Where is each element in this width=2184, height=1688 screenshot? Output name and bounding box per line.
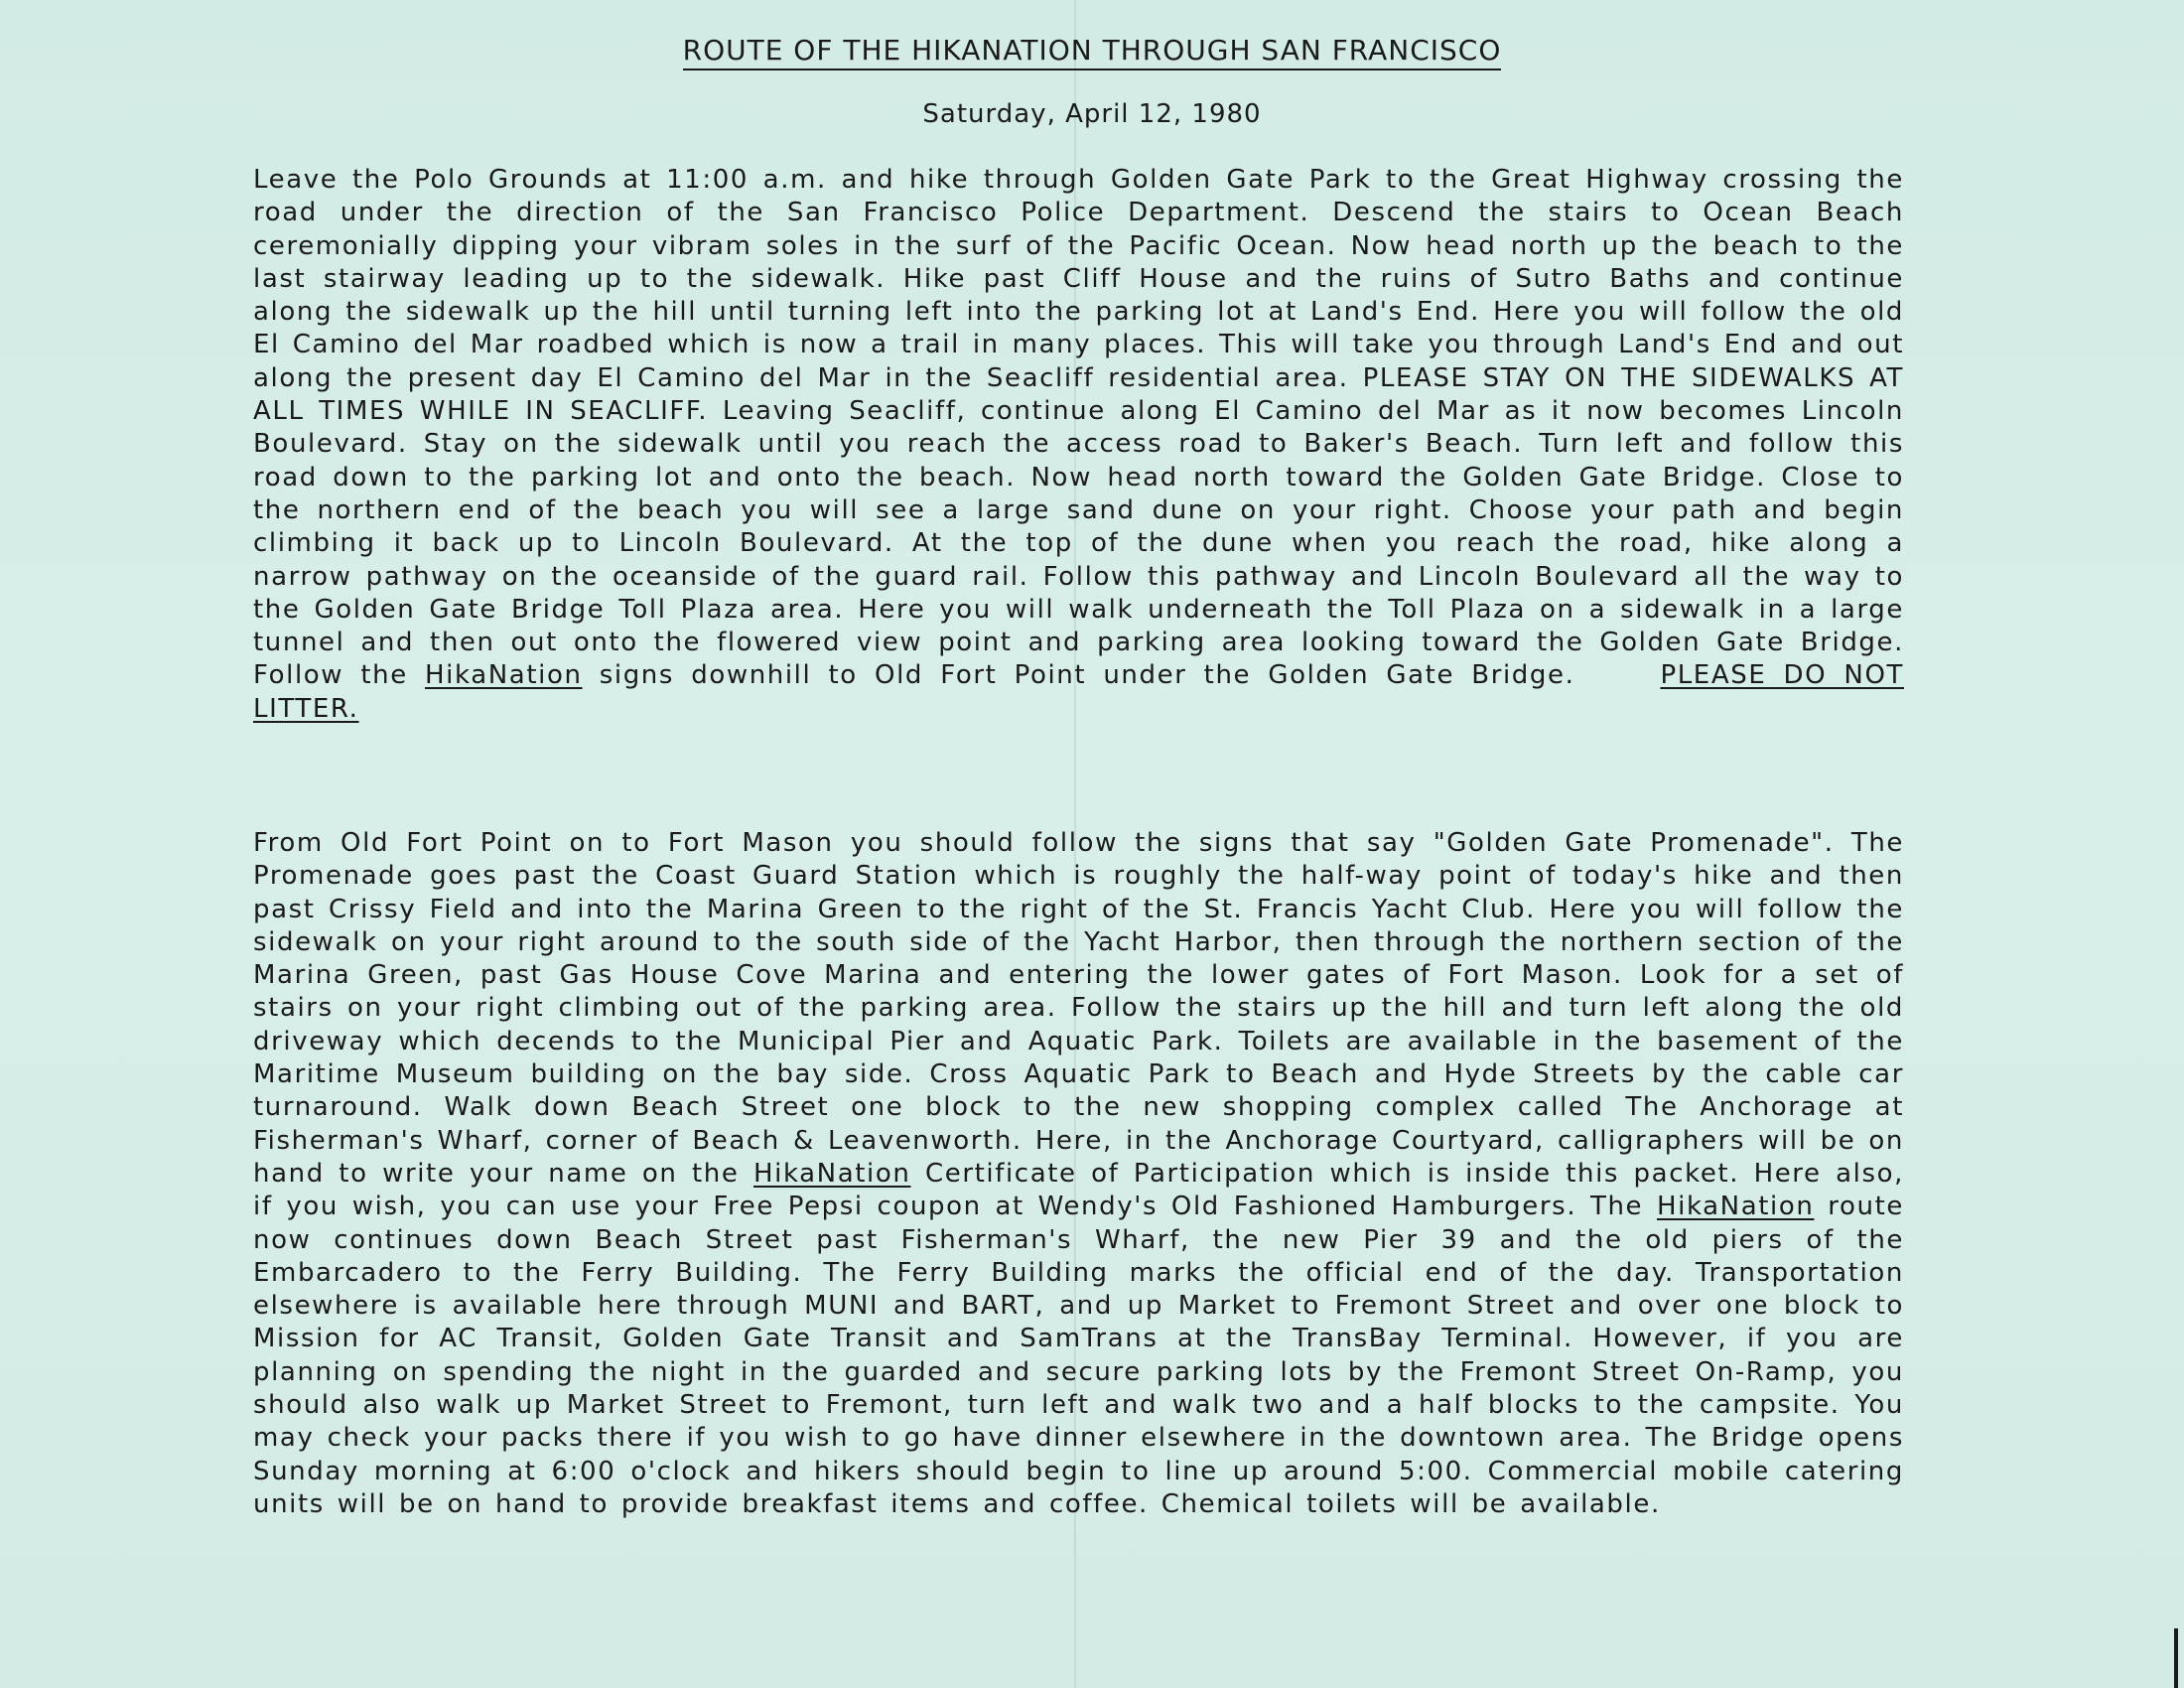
paragraph-2-text-b: Certificate of Participation which is inside this packet. Here also, if you wish, you can use your Free Pepsi coupon at Wendy's Old Fashioned Hamburgers. The: [253, 1158, 1904, 1222]
document-title: [0, 34, 2184, 67]
document-title-text: ROUTE OF THE HIKANATION THROUGH SAN FRANCISCO: [683, 34, 1502, 70]
paragraph-1-text-b: signs downhill to Old Fort Point under the Golden Gate Bridge.: [599, 660, 1575, 691]
route-paragraph-2: [253, 827, 1904, 1521]
paragraph-2-text-c: route now continues down Beach Street past Fisherman's Wharf, the new Pier 39 and the old piers of the Embarcadero to the Ferry Building. The Ferry Building marks the official end of the day. Transportation elsewhere is available here through MUNI and BART, and up Market to Fremont Street and over one block to Mission for AC Transit, Golden Gate Transit and SamTrans at the TransBay Terminal. However, if you are planning on spending the night in the guarded and secure parking lots by the Fremont Street On-Ramp, you should also walk up Market Street to Fremont, turn left and walk two and a half blocks to the campsite. You may check your packs there if you wish to go have dinner elsewhere in the downtown area. The Bridge opens Sunday morning at 6:00 o'clock and hikers should begin to line up around 5:00. Commercial mobile catering units will be on hand to provide breakfast items and coffee. Chemical toilets will be available.: [253, 1192, 1904, 1519]
document-date: Saturday, April 12, 1980: [922, 99, 1262, 129]
route-paragraph-1: [253, 164, 1904, 726]
hikanation-underlined: HikaNation: [752, 1158, 911, 1189]
scan-edge-mark: [2174, 1628, 2178, 1688]
paragraph-2-text-a: From Old Fort Point on to Fort Mason you should follow the signs that say "Golden Gate Promenade". The Promenade goes past the Coast Guard Station which is roughly the half-way point of today's hike and then past Crissy Field and into the Marina Green to the right of the St. Francis Yacht Club. Here you will follow the sidewalk on your right around to the south side of the Yacht Harbor, then through the northern section of the Marina Green, past Gas House Cove Marina and entering the lower gates of Fort Mason. Look for a set of stairs on your right climbing out of the parking area. Follow the stairs up the hill and turn left along the old driveway which decends to the Municipal Pier and Aquatic Park. Toilets are available in the basement of the Maritime Museum building on the bay side. Cross Aquatic Park to Beach and Hyde Streets by the cable car turnaround. Walk down Beach Street one block to the new shopping complex called The Anchorage at Fisherman's Wharf, corner of Beach & Leavenworth. Here, in the Anchorage Courtyard, calligraphers will be on hand to write your name on the: [253, 828, 1904, 1189]
hikanation-underlined: HikaNation: [1656, 1192, 1815, 1222]
hikanation-underlined: HikaNation: [425, 660, 583, 691]
paragraph-1-text-a: Leave the Polo Grounds at 11:00 a.m. and hike through Golden Gate Park to the Great Highway crossing the road under the direction of the San Francisco Police Department. Descend the stairs to Ocean Beach ceremonially dipping your vibram soles in the surf of the Pacific Ocean. Now head north up the beach to the last stairway leading up to the sidewalk. Hike past Cliff House and the ruins of Sutro Baths and continue along the sidewalk up the hill until turning left into the parking lot at Land's End. Here you will follow the old El Camino del Mar roadbed which is now a trail in many places. This will take you through Land's End and out along the present day El Camino del Mar in the Seacliff residential area. PLEASE STAY ON THE SIDEWALKS AT ALL TIMES WHILE IN SEACLIFF. Leaving Seacliff, continue along El Camino del Mar as it now becomes Lincoln Boulevard. Stay on the sidewalk until you reach the access road to Baker's Beach. Turn left and follow this road down to the parking lot and onto the beach. Now head north toward the Golden Gate Bridge. Close to the northern end of the beach you will see a large sand dune on your right. Choose your path and begin climbing it back up to Lincoln Boulevard. At the top of the dune when you reach the road, hike along a narrow pathway on the oceanside of the guard rail. Follow this pathway and Lincoln Boulevard all the way to the Golden Gate Bridge Toll Plaza area. Here you will walk underneath the Toll Plaza on a sidewalk in a large tunnel and then out onto the flowered view point and parking area looking toward the Golden Gate Bridge. Follow the: [253, 165, 1904, 691]
litter-notice: PLEASE DO NOT LITTER.: [253, 660, 1905, 724]
